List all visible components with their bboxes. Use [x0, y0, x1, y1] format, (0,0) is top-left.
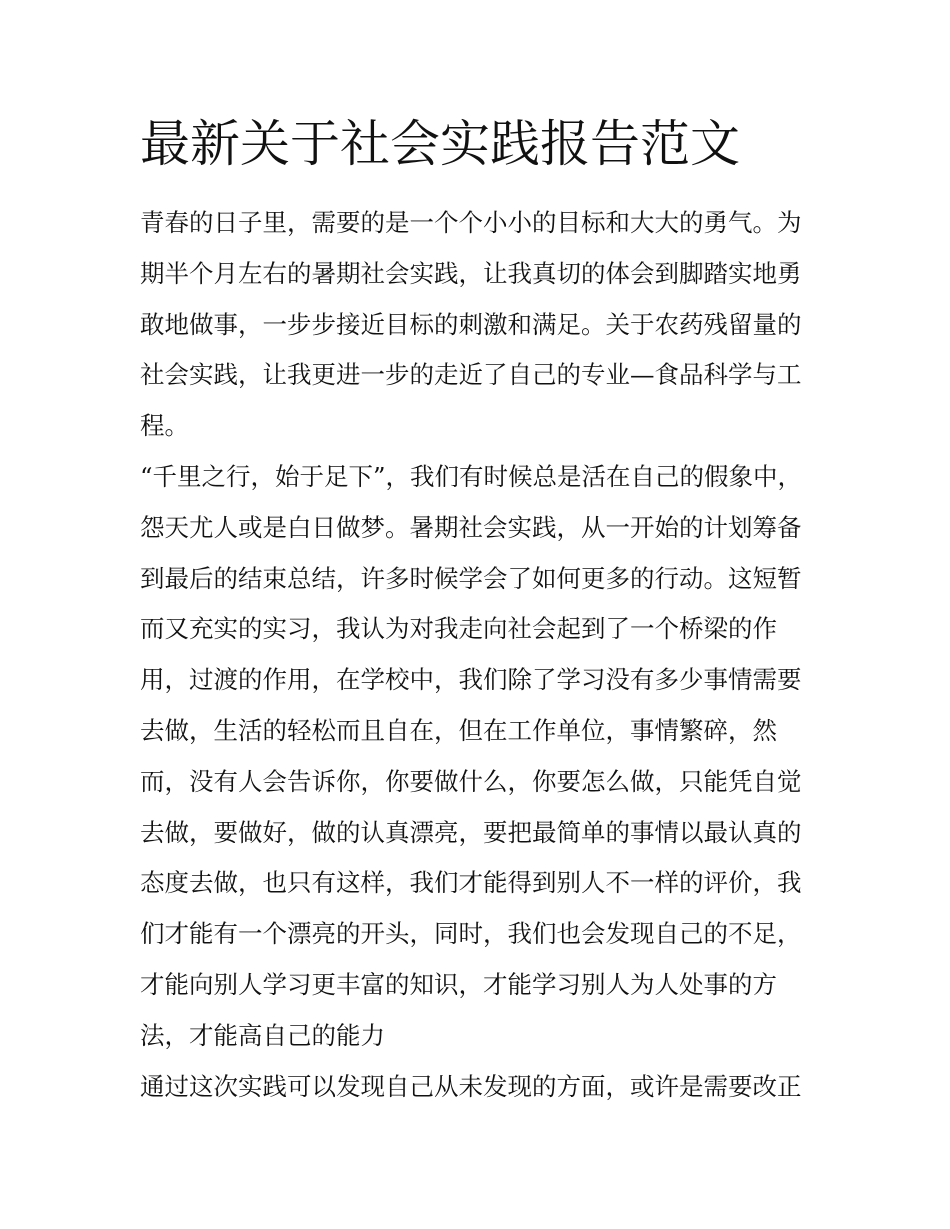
- text-line: 态度去做，也只有这样，我们才能得到别人不一样的评价，我: [140, 868, 802, 898]
- text-line: 而，没有人会告诉你，你要做什么，你要怎么做，只能凭自觉: [140, 766, 802, 796]
- text-line: 程。: [140, 411, 189, 441]
- text-line: 用，过渡的作用，在学校中，我们除了学习没有多少事情需要: [140, 665, 802, 695]
- text-line: 到最后的结束总结，许多时候学会了如何更多的行动。这短暂: [140, 563, 802, 593]
- text-line: 们才能有一个漂亮的开头，同时，我们也会发现自己的不足，: [140, 919, 802, 949]
- text-line: 社会实践，让我更进一步的走近了自己的专业—食品科学与工: [140, 360, 802, 390]
- text-line: 去做，要做好，做的认真漂亮，要把最简单的事情以最认真的: [140, 817, 802, 847]
- text-line: 期半个月左右的暑期社会实践，让我真切的体会到脚踏实地勇: [140, 258, 802, 288]
- text-line: 法，才能高自己的能力: [140, 1020, 385, 1050]
- text-line: 去做，生活的轻松而且自在，但在工作单位，事情繁碎，然: [140, 715, 777, 745]
- text-line: 而又充实的实习，我认为对我走向社会起到了一个桥梁的作: [140, 614, 777, 644]
- document-body: [140, 198, 820, 1112]
- text-line: “千里之行，始于足下”，我们有时候总是活在自己的假象中，: [140, 461, 803, 491]
- text-line: 通过这次实践可以发现自己从未发现的方面，或许是需要改正: [140, 1071, 802, 1101]
- text-line: 才能向别人学习更丰富的知识，才能学习别人为人处事的方: [140, 969, 777, 999]
- document-title: 最新关于社会实践报告范文: [140, 115, 740, 173]
- text-line: 敢地做事，一步步接近目标的刺激和满足。关于农药残留量的: [140, 309, 802, 339]
- text-line: 青春的日子里，需要的是一个个小小的目标和大大的勇气。为: [140, 208, 802, 237]
- text-line: 怨天尤人或是白日做梦。暑期社会实践，从一开始的计划筹备: [140, 512, 802, 542]
